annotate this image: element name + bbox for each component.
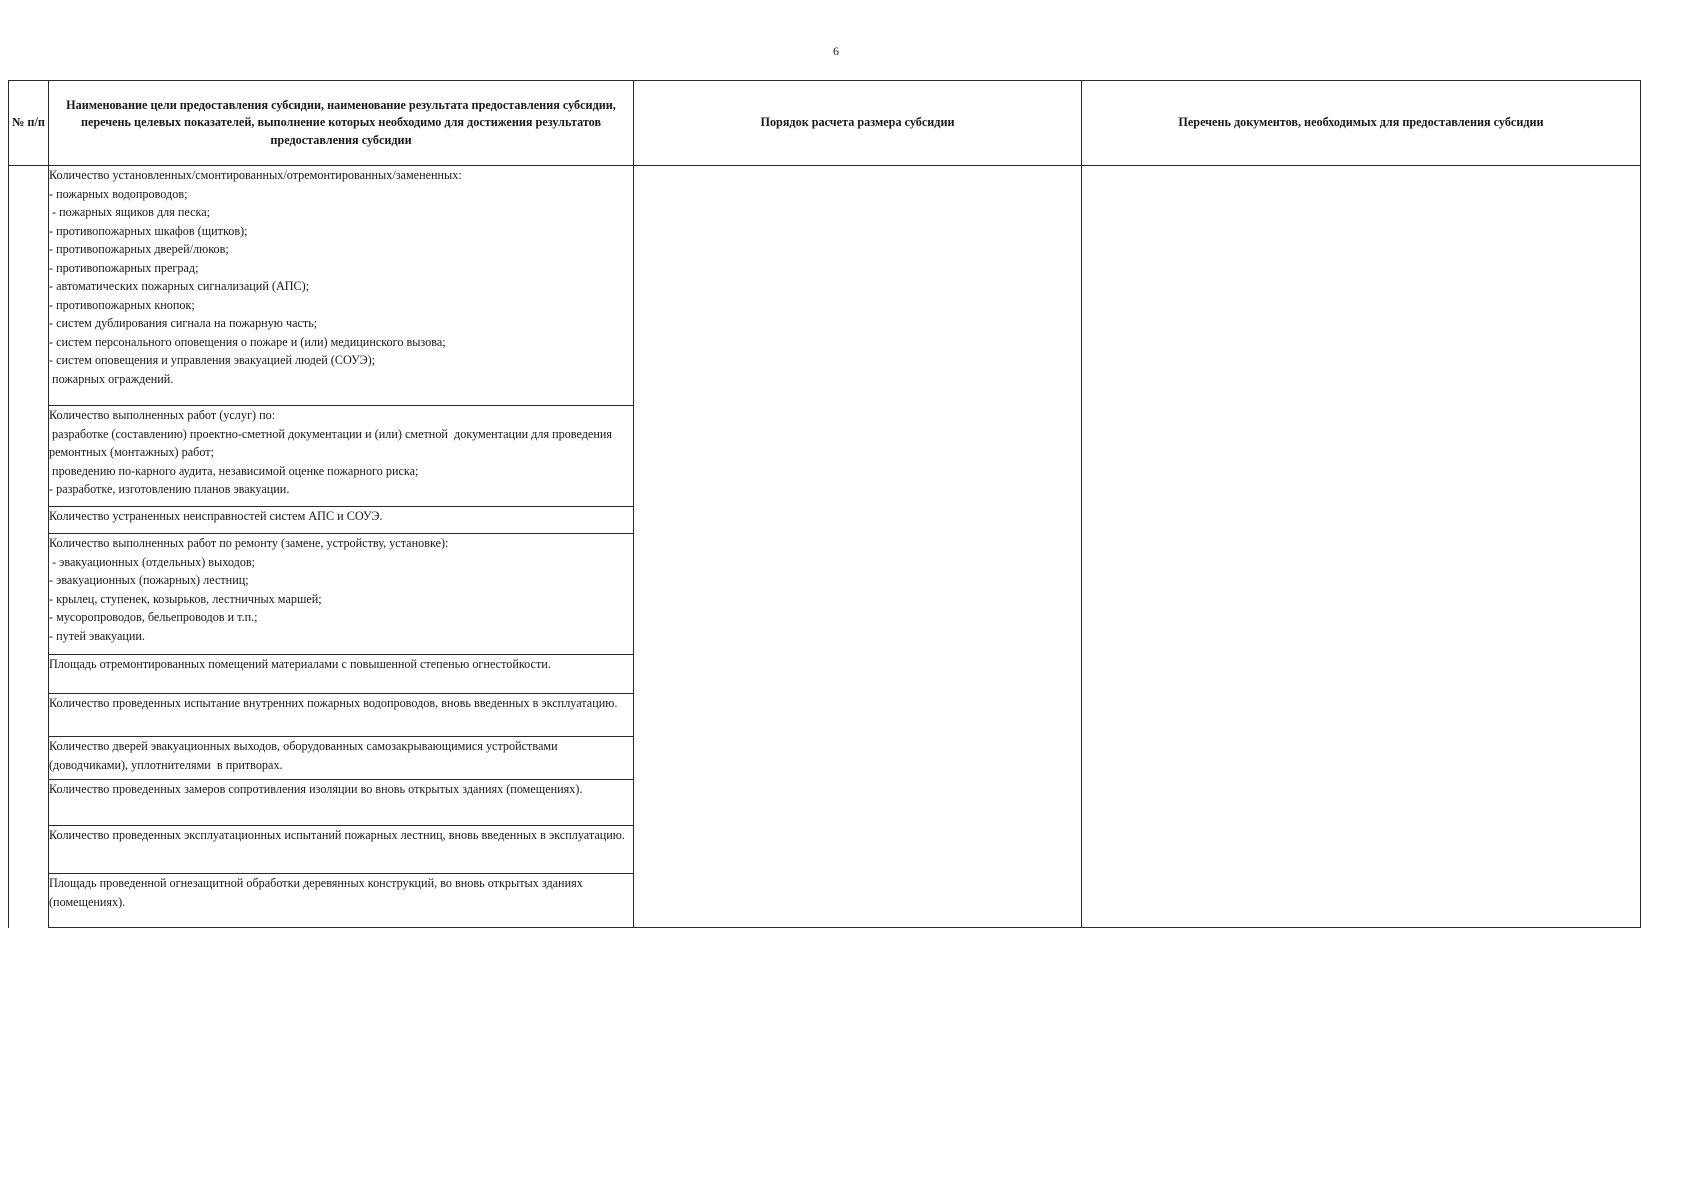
indicator-cell [49,694,634,737]
table-body [9,166,1641,928]
indicator-cell [49,406,634,507]
indicator-line: Количество выполненных работ (услуг) по: [49,408,276,422]
indicator-cell [49,780,634,826]
calculation-cell [634,166,1082,928]
indicator-line: Количество устраненных неисправностей систем АПС и СОУЭ. [49,509,383,523]
page-number: 6 [833,44,839,58]
indicator-line: Количество дверей эвакуационных выходов, оборудованных самозакрывающимися устройствами (доводчиками), уплотнителями в притворах. [49,739,561,772]
indicator-cell [49,737,634,780]
indicator-line: - противопожарных преград; [49,260,199,275]
row-number-cell [9,874,49,928]
row-number-cell [9,166,49,406]
indicator-line: - систем оповещения и управления эвакуацией людей (СОУЭ); [49,353,376,367]
row-number-cell [9,780,49,826]
indicator-line: пожарных ограждений. [49,371,174,386]
row-number-cell [9,406,49,507]
indicator-line: Площадь проведенной огнезащитной обработки деревянных конструкций, во вновь открытых зданиях (помещениях). [49,876,586,909]
row-number-cell [9,655,49,694]
indicator-line: Количество выполненных работ по ремонту (замене, устройству, установке): [49,536,449,550]
indicator-line: - разработке, изготовлению планов эвакуации. [49,482,290,496]
indicator-line: - систем персонального оповещения о пожаре и (или) медицинского вызова; [49,334,446,349]
indicator-cell [49,507,634,534]
indicator-cell [49,874,634,928]
row-number-cell [9,507,49,534]
row-number-cell [9,694,49,737]
indicator-line: - пожарных ящиков для песка; [49,205,211,219]
row-number-cell [9,826,49,874]
header-name: Наименование цели предоставления субсидии, наименование результата предоставления субсидии, перечень целевых показателей, выполнение которых необходимо для достижения результатов предоставления субсидии [49,81,634,166]
indicator-line: - противопожарных шкафов (щитков); [49,223,248,238]
indicator-line: Количество проведенных эксплуатационных испытаний пожарных лестниц, вновь введенных в эксплуатацию. [49,828,625,842]
indicator-line: - автоматических пожарных сигнализаций (АПС); [49,279,310,293]
indicator-line: Количество установленных/смонтированных/отремонтированных/замененных: [49,168,462,182]
indicator-cell [49,534,634,655]
subsidy-table [8,80,1641,928]
indicator-line: - эвакуационных (пожарных) лестниц; [49,573,249,587]
indicator-line: - эвакуационных (отдельных) выходов; [49,554,256,569]
indicator-line: Количество проведенных замеров сопротивления изоляции во вновь открытых зданиях (помещениях). [49,782,583,796]
row-number-cell [9,737,49,780]
indicator-line: - противопожарных дверей/люков; [49,242,229,256]
indicator-line: Количество проведенных испытание внутренних пожарных водопроводов, вновь введенных в эксплуатацию. [49,696,618,710]
header-documents: Перечень документов, необходимых для предоставления субсидии [1082,81,1641,166]
indicator-cell [49,166,634,406]
header-calculation: Порядок расчета размера субсидии [634,81,1082,166]
row-number-cell [9,534,49,655]
indicator-cell [49,826,634,874]
indicator-cell [49,655,634,694]
indicator-line: - пожарных водопроводов; [49,186,188,201]
documents-cell [1082,166,1641,928]
indicator-line: - крылец, ступенек, козырьков, лестничных маршей; [49,591,322,606]
indicator-line: разработке (составлению) проектно-сметной документации и (или) сметной документации для проведения ремонтных (монтажных) работ; [49,426,616,459]
header-number: № п/п [9,81,49,166]
table-header-row [9,81,1641,166]
indicator-line: - систем дублирования сигнала на пожарную часть; [49,316,318,330]
indicator-line: проведению по-карного аудита, независимой оценке пожарного риска; [49,463,419,478]
indicator-line: - мусоропроводов, бельепроводов и т.п.; [49,610,258,624]
indicator-line: - противопожарных кнопок; [49,297,195,312]
indicator-line: Площадь отремонтированных помещений материалами с повышенной степенью огнестойкости. [49,657,551,671]
table-row [9,166,1641,406]
indicator-line: - путей эвакуации. [49,628,145,643]
